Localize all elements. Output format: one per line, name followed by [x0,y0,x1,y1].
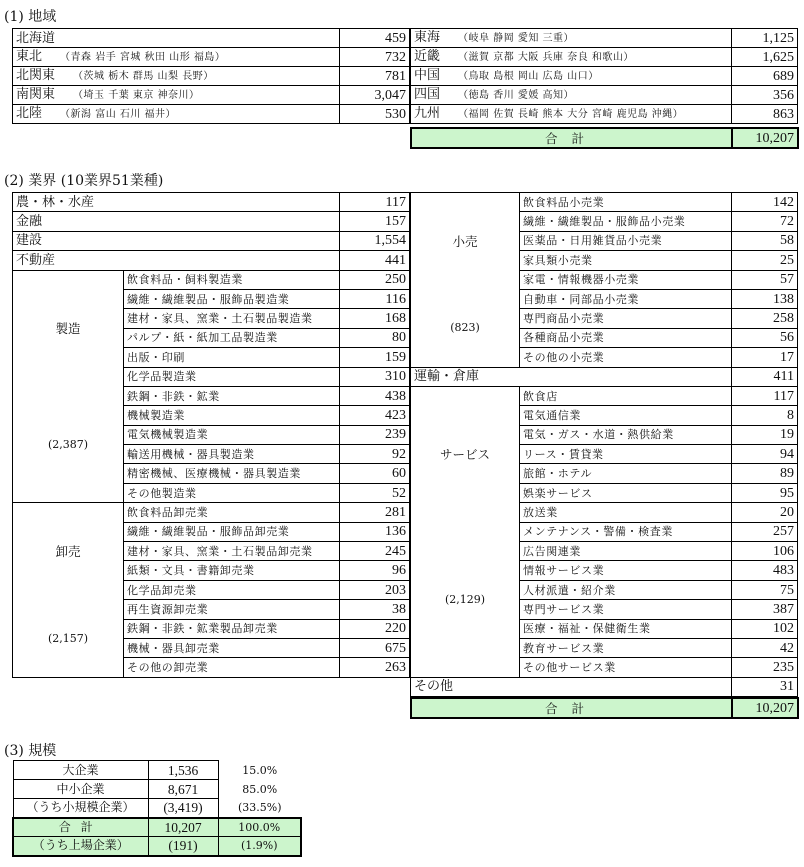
industry-value: 102 [732,619,798,638]
section3-heading: (3) 規模 [4,743,57,759]
region-name: 東海 [414,30,441,45]
industry-name: 繊維・繊維製品・服飾品卸売業 [124,522,340,541]
region-name-cell [411,105,732,124]
region-value: 689 [732,67,798,86]
scale-pct: 15.0% [242,763,278,777]
industry-value: 38 [340,600,410,619]
scale-listed-label: （うち上場企業） [13,837,148,856]
region-value: 3,047 [340,86,410,105]
industry-value: 441 [340,251,410,270]
industry-value: 387 [732,600,798,619]
industry-value: 235 [732,658,798,677]
region-table-right [410,28,798,124]
industry-value: 142 [732,193,798,212]
industry-value: 20 [732,503,798,522]
industry-value: 31 [732,677,798,696]
industry-name: 鉄鋼・非鉄・鉱業製品卸売業 [124,619,340,638]
scale-total-value: 10,207 [148,818,218,837]
industry-name: リース・賃貸業 [520,445,732,464]
region-name: 北海道 [16,30,56,46]
scale-row [13,780,301,799]
scale-value: (3,419) [148,799,218,818]
industry-value: 58 [732,231,798,250]
industry-row [411,522,798,541]
industry-name: 機械製造業 [124,406,340,425]
industry-name: 輸送用機械・器具製造業 [124,445,340,464]
region-name: 九州 [414,106,441,121]
industry-value: 94 [732,445,798,464]
industry-name: 建材・家具、窯業・土石製品製造業 [124,309,340,328]
region-name: 中国 [414,68,441,83]
region-row [13,105,410,124]
industry-name: 医療・福祉・保健衛生業 [520,619,732,638]
industry-name: 広告関連業 [520,542,732,561]
region-name-cell [13,105,340,124]
industry-value: 263 [340,658,410,677]
industry-name: 電気通信業 [520,406,732,425]
industry-value: 89 [732,464,798,483]
industry-name: 出版・印刷 [124,348,340,367]
region-prefectures: （徳島 香川 愛媛 高知） [458,90,575,101]
scale-listed-row [13,837,301,856]
industry-name: 運輸・倉庫 [411,367,732,386]
industry-value: 250 [340,270,410,289]
industry-name: 電気・ガス・水道・熱供給業 [520,425,732,444]
industry-value: 257 [732,522,798,541]
region-prefectures: （埼玉 千葉 東京 神奈川） [73,90,200,101]
region-value: 863 [732,105,798,124]
industry-name: 鉄鋼・非鉄・鉱業 [124,386,340,405]
industry-row [13,251,410,270]
region-name-cell [13,67,340,86]
region-value: 1,125 [732,29,798,48]
industry-name: 繊維・繊維製品・服飾品小売業 [520,212,732,231]
industry-row [411,193,798,212]
industry-value: 203 [340,580,410,599]
industry-name: 紙類・文具・書籍卸売業 [124,561,340,580]
industry-row [411,386,798,405]
industry-value: 80 [340,328,410,347]
industry-name: 医薬品・日用雑貨品小売業 [520,231,732,250]
scale-value: 8,671 [148,780,218,799]
industry-name: 専門サービス業 [520,600,732,619]
region-name-cell [411,29,732,48]
region-prefectures: （鳥取 島根 岡山 広島 山口） [458,71,599,82]
scale-listed-pct: (1.9%) [218,837,301,856]
industry-name: 化学品製造業 [124,367,340,386]
industry-name: 農・林・水産 [13,193,340,212]
industry-value: 157 [340,212,410,231]
industry-name: メンテナンス・警備・検査業 [520,522,732,541]
industry-value: 95 [732,483,798,502]
industry-row [13,212,410,231]
region-name: 四国 [414,87,441,102]
industry-value: 8 [732,406,798,425]
industry-name: 機械・器具卸売業 [124,638,340,657]
industry-row [411,367,798,386]
region-row [411,29,798,48]
region-prefectures: （岐阜 静岡 愛知 三重） [458,33,575,44]
scale-row [13,799,301,818]
industry-name: 人材派遣・紹介業 [520,580,732,599]
region-name-cell [13,29,340,48]
industry-value: 168 [340,309,410,328]
industry-value: 220 [340,619,410,638]
industry-name: 専門商品小売業 [520,309,732,328]
retail-count: (823) [411,289,520,367]
industry-value: 245 [340,542,410,561]
region-value: 459 [340,29,410,48]
industry-value: 52 [340,483,410,502]
region-name: 近畿 [414,49,441,64]
region-prefectures: （滋賀 京都 大阪 兵庫 奈良 和歌山） [458,52,634,63]
industry-name: 金融 [13,212,340,231]
industry-name: 家具類小売業 [520,251,732,270]
region-value: 732 [340,48,410,67]
industry-value: 423 [340,406,410,425]
industry-name: 飲食料品卸売業 [124,503,340,522]
industry-total [410,697,799,719]
region-value: 1,625 [732,48,798,67]
scale-label: 大企業 [13,761,148,780]
scale-listed-value: (191) [148,837,218,856]
industry-name: 精密機械、医療機械・器具製造業 [124,464,340,483]
industry-value: 106 [732,542,798,561]
region-row [411,105,798,124]
region-name-cell [13,48,340,67]
industry-value: 92 [340,445,410,464]
industry-name: 情報サービス業 [520,561,732,580]
region-name: 東北 [16,49,43,64]
industry-value: 57 [732,270,798,289]
region-row [411,86,798,105]
industry-name: 飲食店 [520,386,732,405]
region-table-left [12,28,410,124]
industry-value: 136 [340,522,410,541]
industry-name: 化学品卸売業 [124,580,340,599]
industry-value: 19 [732,425,798,444]
region-name: 北関東 [16,68,56,83]
industry-value: 117 [340,193,410,212]
region-prefectures: （茨城 栃木 群馬 山梨 長野） [73,71,214,82]
industry-value: 75 [732,580,798,599]
industry-row [13,270,410,289]
industry-name: 旅館・ホテル [520,464,732,483]
scale-row [13,761,301,780]
region-total-value: 10,207 [732,128,798,148]
industry-table-right [410,192,798,697]
industry-name: その他製造業 [124,483,340,502]
industry-total-label: 合計 [411,698,732,718]
scale-total-row [13,818,301,837]
region-total [410,127,799,149]
industry-name: 繊維・繊維製品・服飾品製造業 [124,289,340,308]
industry-name: その他の小売業 [520,348,732,367]
industry-name: 娯楽サービス [520,483,732,502]
industry-name: 家電・情報機器小売業 [520,270,732,289]
region-prefectures: （新潟 富山 石川 福井） [60,109,177,120]
industry-value: 17 [732,348,798,367]
service-count: (2,129) [411,522,520,677]
industry-value: 42 [732,638,798,657]
industry-name: 放送業 [520,503,732,522]
region-name-cell [411,67,732,86]
region-name-cell [13,86,340,105]
industry-name: その他サービス業 [520,658,732,677]
industry-name: 再生資源卸売業 [124,600,340,619]
scale-label: （うち小規模企業） [13,799,148,818]
region-name-cell [411,86,732,105]
scale-label: 中小企業 [13,780,148,799]
industry-name: 建材・家具、窯業・土石製品卸売業 [124,542,340,561]
scale-table [12,760,302,857]
wholesale-category: 卸売 [13,503,124,600]
industry-name: その他の卸売業 [124,658,340,677]
industry-row [411,289,798,308]
industry-value: 60 [340,464,410,483]
industry-value: 25 [732,251,798,270]
region-value: 781 [340,67,410,86]
region-row [411,48,798,67]
industry-row [13,600,410,619]
region-name: 南関東 [16,87,56,102]
region-value: 356 [732,86,798,105]
region-row [411,67,798,86]
region-prefectures: （青森 岩手 宮城 秋田 山形 福島） [60,52,226,63]
region-name-cell [411,48,732,67]
industry-row [411,677,798,696]
region-prefectures: （福岡 佐賀 長崎 熊本 大分 宮崎 鹿児島 沖縄） [458,109,684,120]
industry-row [13,231,410,250]
industry-value: 483 [732,561,798,580]
industry-name: 各種商品小売業 [520,328,732,347]
manufacturing-category: 製造 [13,270,124,386]
section2-heading: (2) 業界 (10業界51業種) [4,173,164,189]
section1-heading: (1) 地域 [4,9,57,25]
industry-name: パルプ・紙・紙加工品製造業 [124,328,340,347]
region-row [13,67,410,86]
industry-row [13,503,410,522]
industry-value: 310 [340,367,410,386]
region-total-label: 合計 [411,128,732,148]
industry-value: 116 [340,289,410,308]
wholesale-count: (2,157) [13,600,124,678]
industry-name: 建設 [13,231,340,250]
industry-value: 159 [340,348,410,367]
industry-value: 281 [340,503,410,522]
service-category: サービス [411,386,520,522]
industry-value: 96 [340,561,410,580]
industry-value: 258 [732,309,798,328]
retail-category: 小売 [411,193,520,290]
industry-row [13,193,410,212]
industry-name: 電気機械製造業 [124,425,340,444]
scale-value: 1,536 [148,761,218,780]
industry-value: 675 [340,638,410,657]
region-name: 北陸 [16,106,43,121]
industry-value: 438 [340,386,410,405]
scale-total-pct: 100.0% [218,818,301,837]
industry-name: 教育サービス業 [520,638,732,657]
industry-name: 自動車・同部品小売業 [520,289,732,308]
scale-total-label: 合計 [13,818,148,837]
industry-table-left [12,192,410,678]
region-row [13,29,410,48]
region-value: 530 [340,105,410,124]
industry-value: 138 [732,289,798,308]
manufacturing-count: (2,387) [13,386,124,502]
scale-pct: (33.5%) [237,801,282,814]
industry-name: 不動産 [13,251,340,270]
region-row [13,86,410,105]
industry-name: 飲食料品小売業 [520,193,732,212]
region-row [13,48,410,67]
industry-name: その他 [411,677,732,696]
industry-value: 1,554 [340,231,410,250]
industry-total-value: 10,207 [732,698,798,718]
industry-value: 239 [340,425,410,444]
industry-value: 117 [732,386,798,405]
industry-value: 56 [732,328,798,347]
industry-name: 飲食料品・飼料製造業 [124,270,340,289]
scale-pct: 85.0% [242,782,278,796]
industry-value: 72 [732,212,798,231]
industry-value: 411 [732,367,798,386]
industry-row [13,386,410,405]
